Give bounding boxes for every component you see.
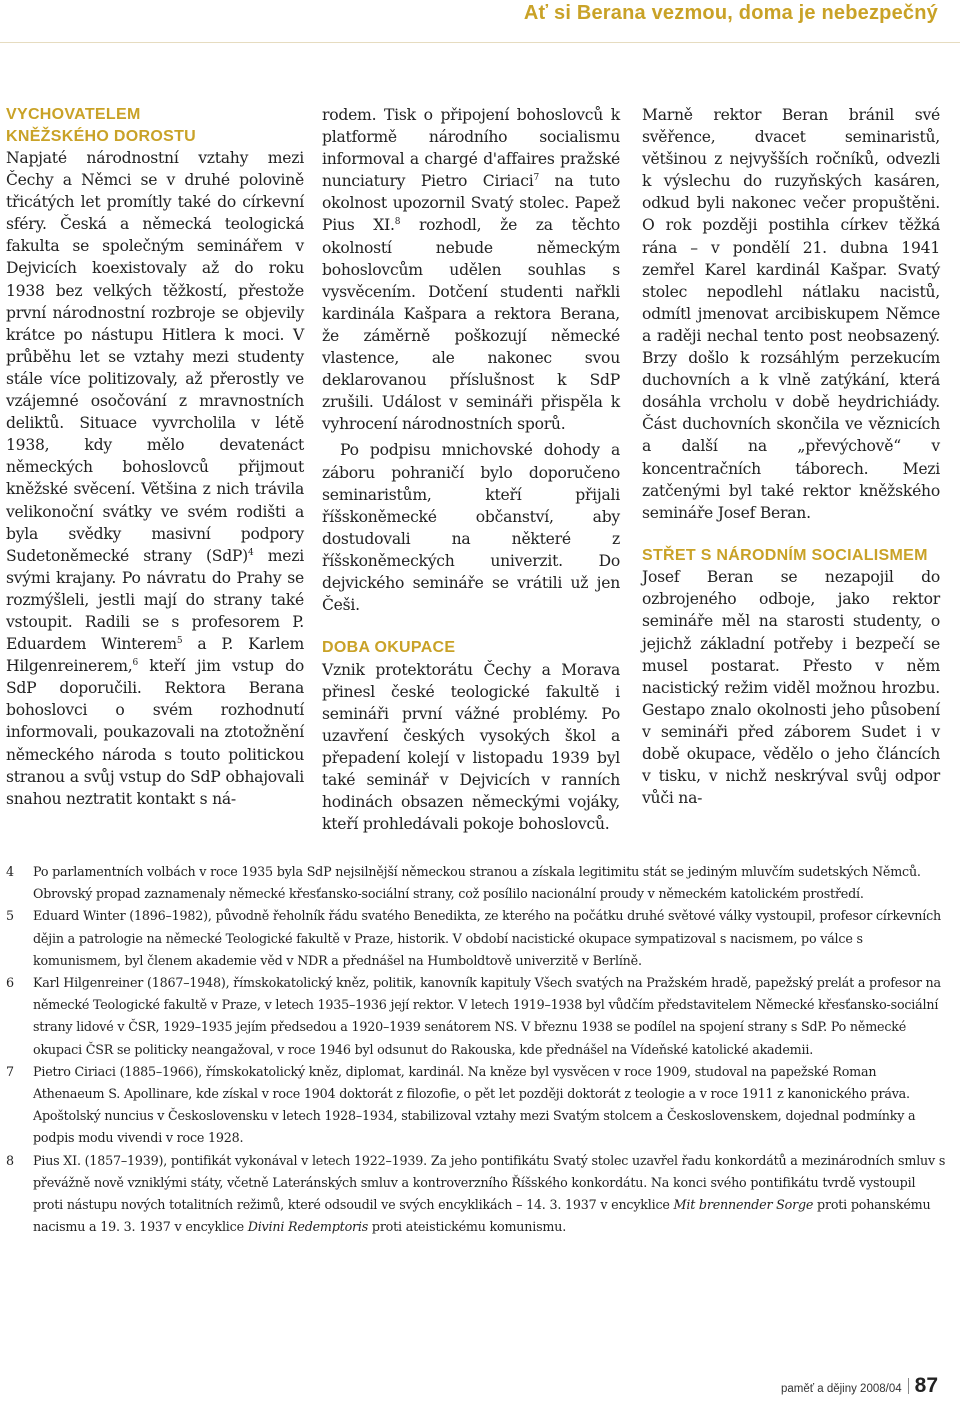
paragraph: Josef Beran se nezapojil do ozbrojeného odboje, jako rektor semináře měl na starosti studenty, o jejichž základní potřeby i bezpečí se musel postarat. Přesto v něm nacistický režim viděl možnou hrozbu. Gestapo znalo okolnosti jeho působení v semináři před záborem Sudet i v době okupace, vědělo o jeho článcích v tisku, v nichž neskrýval svůj odpor vůči na- xyxy=(642,568,940,808)
footnote-ref-8[interactable]: 8 xyxy=(394,217,401,228)
column-1 xyxy=(6,104,304,810)
paragraph xyxy=(6,147,304,810)
footnote-ref-4[interactable]: 4 xyxy=(248,547,254,558)
encyclical-title: Divini Redemptoris xyxy=(247,1219,369,1235)
footnote-number: 4 xyxy=(6,864,14,879)
text-run: na tuto okolnost upozornil Svatý stolec. Papež Pius XI. xyxy=(322,172,620,235)
footnotes xyxy=(6,861,946,1238)
page-footer xyxy=(781,1374,938,1398)
paragraph: Marně rektor Beran bránil své svěřence, dvacet seminaristů, většinou z nejvyšších ročníků, odvezli k výslechu do ruzyňských kasáren, odkud byli nakonec večer propuštěni. O rok později postihla církev těžká rána – v pondělí 21. dubna 1941 zemřel Karel kardinál Kašpar. Svatý stolec nepodlehl nátlaku nacistů, odmítl jmenovat arcibiskupem Němce a raději nechal tento post neobsazený. Brzy došlo k rozsáhlým perzekucím duchovních a k vlně zatýkání, která dosáhla vrcholu v době heydrichiády. Část duchovních skončila ve věznicích a další na „převýchově“ v koncentračních táborech. Mezi zatčenými byl také rektor kněžského semináře Josef Beran. xyxy=(642,106,940,522)
section-heading-stret: STŘET S NÁRODNÍM SOCIALISMEM xyxy=(642,546,928,564)
column-3 xyxy=(642,104,940,809)
encyclical-title: Mit brennender Sorge xyxy=(673,1197,814,1213)
footnote-4 xyxy=(6,861,946,905)
text-run: proti pohanskému nacismu a 19. 3. 1937 v encyklice xyxy=(33,1197,931,1235)
footnote-ref-7[interactable]: 7 xyxy=(533,173,539,184)
footnote-ref-6[interactable]: 6 xyxy=(132,658,138,669)
journal-name: paměť a dějiny 2008/04 xyxy=(780,1383,902,1395)
paragraph: Vznik protektorátu Čechy a Morava přinesl české teologické fakultě i semináři první vážné problémy. Po uzavření českých vysokých škol a přepadení kolejí v listopadu 1939 byl také seminář v Dejvicích v ranních hodinách obsazen německými vojáky, kteří prohledávali pokoje bohoslovců. xyxy=(322,660,620,834)
footnote-number: 5 xyxy=(6,908,14,924)
footnote-number: 7 xyxy=(6,1063,14,1079)
footnote-5 xyxy=(6,905,946,972)
text-run: Napjaté národnostní vztahy mezi Čechy a Němci se v druhé polovině třicátých let promítly také do církevní sféry. Česká a německá teologická fakulta se společným seminářem v Dejvicích koexistovaly až do roku 1938 bez velkých těžkostí, přestože první národnostní rozbroje se objevily krátce po nástupu Hitlera k moci. V průběhu let se vztahy mezi studenty stále více politizovaly, až přerostly ve vzájemné osočování z mravnostních deliktů. Situace vyvrcholila v létě 1938, kdy mělo devatenáct německých bohoslovců přijmout kněžské svěcení. Většina z nich trávila velikonoční svátky ve svém rodišti a byla svědky masivní podpory Sudetoněmecké strany (SdP) xyxy=(6,149,304,565)
page-number: 87 xyxy=(914,1374,938,1397)
text-run: a P. Karlem Hilgenreinerem, xyxy=(6,635,304,676)
footnote-number: 6 xyxy=(6,975,14,991)
column-2 xyxy=(322,104,620,835)
footnote-text: Karl Hilgenreiner (1867–1948), římskokatolický kněz, politik, kanovník kapituly Všech svatých na Pražském hradě, papežský prelát a profesor na německé Teologické fakultě v Praze, v letech 1935–1936 její rektor. V letech 1919–1938 byl vůdčím představitelem Německé křesťansko-sociální strany lidové v ČSR, 1929–1935 jejím předsedou a 1920–1939 senátorem NS. V březnu 1938 se podílel na spojení strany s SdP. Po německé okupaci ČSR se politicky neangažoval, v roce 1946 byl odsunut do Rakouska, kde přednášel na Vídeňské katolické akademii. xyxy=(33,975,941,1057)
footnote-ref-5[interactable]: 5 xyxy=(176,636,183,647)
footer-separator xyxy=(908,1378,909,1394)
footnote-7 xyxy=(6,1061,946,1150)
text-run: mezi svými krajany. Po návratu do Prahy se rozmýšleli, jestli mají do strany také vstoupit. Radili se s profesorem P. Eduardem Winterem xyxy=(6,546,304,654)
text-run: Pius XI. (1857–1939), pontifikát vykonával v letech 1922–1939. Za jeho pontifikátu Svatý stolec uzavřel řadu konkordátů a mezinárodních smluv s převážně nově vzniklými státy, včetně Lateránských smluv a kontroverzního Říšského konkordátu. Na konci svého pontifikátu tvrdě vystoupil proti nástupu nových totalitních režimů, které odsoudil ve svých encyklikách – 14. 3. 1937 v encyklice xyxy=(33,1152,946,1213)
text-run: rozhodl, že za těchto okolností nebude německým bohoslovcům udělen souhlas s vysvěcením. Dotčení studenti nařkli kardinála Kašpara a rektora Berana, že záměrně poškozují německé vlastence, ale nakonec svou deklarovanou příslušnost k SdP zrušili. Událost v semináři přispěla k vyhrocení národnostních sporů. xyxy=(322,216,620,434)
footnote-text: Po parlamentních volbách v roce 1935 byla SdP nejsilnější německou stranou a získala legitimitu stát se jediným mluvčím sudetských Němců. Obrovský propad zaznamenaly německé křesťansko-sociální strany, což posílilo nacionální proudy v německém katolickém prostředí. xyxy=(33,864,921,902)
paragraph: Po podpisu mnichovské dohody a záboru pohraničí bylo doporučeno seminaristům, kteří přijali říšskoněmecké občanství, aby dostudovali na některé z říšskoněmeckých univerzit. Do dejvického semináře se vrátili už jen Češi. xyxy=(322,441,620,615)
text-run: kteří jim vstup do SdP doporučili. Rektora Berana bohoslovci o svém rozhodnutí informovali, poukazovali na ztotožnění německého národa s touto politickou stranou a svůj vstup do SdP obhajovali snahou neztratit kontakt s ná- xyxy=(6,657,304,808)
section-heading-vychovatelem xyxy=(6,104,304,147)
section-heading-doba-okupace: DOBA OKUPACE xyxy=(322,639,456,657)
running-head: Ať si Berana vezmou, doma je nebezpečný xyxy=(523,2,938,24)
footnote-text xyxy=(33,1150,946,1239)
footnote-text: Eduard Winter (1896–1982), původně řeholník řádu svatého Benedikta, ze kterého na počátku druhé světové války vystoupil, profesor církevních dějin a patrologie na německé Teologické fakultě v Praze, historik. V období nacistické okupace sympatizoval s nacismem, po válce s komunismem, byl členem akademie věd v NDR a přednášel na Humboldtově univerzitě v Berlíně. xyxy=(33,908,942,968)
text-run: rodem. Tisk o připojení bohoslovců k platformě národního socialismu informoval a chargé d'affaires pražské nunciatury Pietro Ciriaci xyxy=(322,106,620,191)
section-heading-line-2: KNĚŽSKÉHO DOROSTU xyxy=(6,127,196,145)
paragraph xyxy=(322,104,620,435)
footnote-number: 8 xyxy=(6,1152,14,1168)
footnote-6 xyxy=(6,972,946,1061)
section-heading-line-1: VYCHOVATELEM xyxy=(6,106,141,123)
footnote-8 xyxy=(6,1150,946,1239)
header-rule xyxy=(0,42,960,43)
text-run: proti ateistickému komunismu. xyxy=(368,1219,567,1235)
footnote-text: Pietro Ciriaci (1885–1966), římskokatolický kněz, diplomat, kardinál. Na kněze byl vysvěcen v roce 1909, studoval na papežské Roman Athenaeum S. Apollinare, kde získal v roce 1904 doktorát z filozofie, o pět let později doktorát z teologie a v roce 1911 z kanonického práva. Apoštolský nuncius v Československu v letech 1928–1934, stabilizoval vztahy mezi Svatým stolcem a Československem, dojednal podmínky a podpis modu vivendi v roce 1928. xyxy=(33,1063,916,1146)
